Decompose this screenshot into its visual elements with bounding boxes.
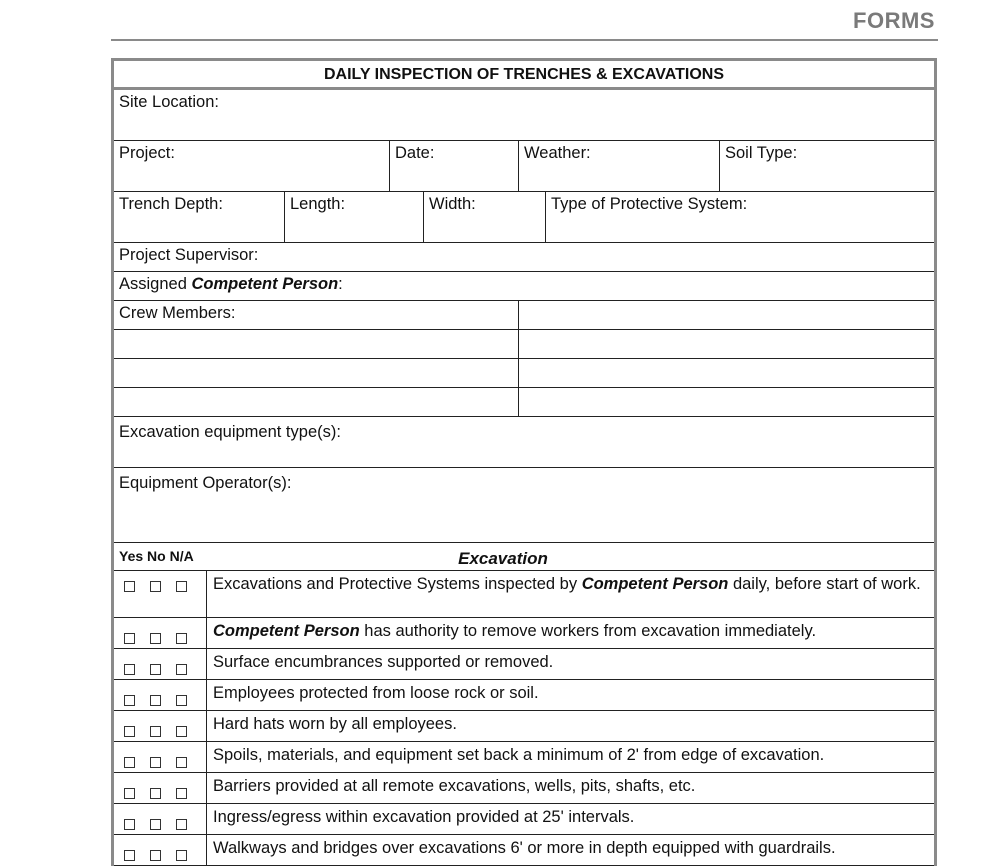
no-checkbox[interactable] <box>150 664 161 675</box>
crew-row-2 <box>114 330 934 359</box>
checkbox-group <box>114 742 207 772</box>
checklist-row <box>114 618 934 649</box>
item-text: Ingress/egress within excavation provided at 25' intervals. <box>213 808 635 826</box>
crew-member-cell[interactable] <box>519 359 934 387</box>
crew-member-cell[interactable] <box>114 330 519 358</box>
item-text: Walkways and bridges over excavations 6' or more in depth equipped with guardrails. <box>213 839 836 857</box>
na-checkbox[interactable] <box>176 695 187 706</box>
checklist-item-text <box>207 618 934 648</box>
checklist-row <box>114 571 934 618</box>
checklist-row <box>114 835 934 866</box>
item-text: Surface encumbrances supported or removed. <box>213 653 554 671</box>
checklist-row <box>114 680 934 711</box>
checklist-header <box>114 543 934 571</box>
na-checkbox[interactable] <box>176 581 187 592</box>
yes-checkbox[interactable] <box>124 819 135 830</box>
checklist-row <box>114 773 934 804</box>
checklist-row <box>114 742 934 773</box>
equipment-type-field[interactable]: Excavation equipment type(s): <box>119 423 341 441</box>
checklist-item-text <box>207 835 934 865</box>
item-text: Employees protected from loose rock or soil. <box>213 684 539 702</box>
checkbox-group <box>114 835 207 865</box>
item-emphasis: Competent Person <box>213 622 360 640</box>
crew-row-1 <box>114 301 934 330</box>
no-checkbox[interactable] <box>150 819 161 830</box>
no-checkbox[interactable] <box>150 581 161 592</box>
competent-person-row <box>114 272 934 301</box>
item-text: daily, before start of work. <box>728 575 921 593</box>
competent-person-field[interactable] <box>114 272 934 300</box>
yes-checkbox[interactable] <box>124 726 135 737</box>
weather-field[interactable]: Weather: <box>519 141 720 191</box>
item-text: Spoils, materials, and equipment set back a minimum of 2' from edge of excavation. <box>213 746 825 764</box>
inspection-form <box>111 58 937 866</box>
yes-checkbox[interactable] <box>124 850 135 861</box>
na-checkbox[interactable] <box>176 726 187 737</box>
trench-depth-field[interactable]: Trench Depth: <box>114 192 285 242</box>
no-checkbox[interactable] <box>150 633 161 644</box>
yes-checkbox[interactable] <box>124 633 135 644</box>
checklist-item-text <box>207 804 934 834</box>
no-checkbox[interactable] <box>150 788 161 799</box>
soil-type-field[interactable]: Soil Type: <box>725 144 798 162</box>
no-checkbox[interactable] <box>150 757 161 768</box>
checkbox-group <box>114 618 207 648</box>
crew-member-cell[interactable] <box>519 388 934 416</box>
section-title: Excavation <box>458 549 548 568</box>
section-label: FORMS <box>853 8 935 33</box>
checkbox-group <box>114 649 207 679</box>
checklist-item-text <box>207 571 934 617</box>
crew-member-cell[interactable] <box>519 301 934 329</box>
na-checkbox[interactable] <box>176 850 187 861</box>
no-checkbox[interactable] <box>150 695 161 706</box>
site-location-row <box>114 90 934 141</box>
header-divider <box>111 39 938 41</box>
project-row <box>114 141 934 192</box>
checklist-item-text <box>207 680 934 710</box>
na-checkbox[interactable] <box>176 788 187 799</box>
na-checkbox[interactable] <box>176 757 187 768</box>
no-checkbox[interactable] <box>150 726 161 737</box>
competent-person-emphasis: Competent Person <box>191 275 339 293</box>
project-field[interactable]: Project: <box>114 141 390 191</box>
date-field[interactable]: Date: <box>390 141 519 191</box>
protective-system-field[interactable]: Type of Protective System: <box>551 195 748 213</box>
yes-checkbox[interactable] <box>124 581 135 592</box>
equipment-operator-row <box>114 468 934 543</box>
assigned-label: Assigned <box>119 275 192 293</box>
crew-member-cell[interactable] <box>114 388 519 416</box>
yes-checkbox[interactable] <box>124 757 135 768</box>
checklist-items <box>114 571 934 866</box>
item-text: Barriers provided at all remote excavations, wells, pits, shafts, etc. <box>213 777 696 795</box>
checkbox-group <box>114 804 207 834</box>
item-text: Hard hats worn by all employees. <box>213 715 457 733</box>
crew-members-field[interactable]: Crew Members: <box>114 301 519 329</box>
na-checkbox[interactable] <box>176 633 187 644</box>
supervisor-row <box>114 243 934 272</box>
width-field[interactable]: Width: <box>424 192 546 242</box>
checkbox-group <box>114 680 207 710</box>
crew-row-4 <box>114 388 934 417</box>
colon: : <box>338 275 343 293</box>
checkbox-group <box>114 773 207 803</box>
yes-checkbox[interactable] <box>124 695 135 706</box>
na-checkbox[interactable] <box>176 819 187 830</box>
checkbox-group <box>114 571 207 617</box>
yes-checkbox[interactable] <box>124 788 135 799</box>
checklist-row <box>114 649 934 680</box>
yes-no-na-header: Yes No N/A <box>119 548 194 564</box>
equipment-operator-field[interactable]: Equipment Operator(s): <box>119 474 292 492</box>
crew-member-cell[interactable] <box>114 359 519 387</box>
checklist-item-text <box>207 649 934 679</box>
checklist-row <box>114 711 934 742</box>
no-checkbox[interactable] <box>150 850 161 861</box>
project-supervisor-field[interactable]: Project Supervisor: <box>119 246 259 264</box>
checkbox-group <box>114 711 207 741</box>
item-text: has authority to remove workers from excavation immediately. <box>359 622 817 640</box>
crew-row-3 <box>114 359 934 388</box>
checklist-item-text <box>207 773 934 803</box>
length-field[interactable]: Length: <box>285 192 424 242</box>
checklist-item-text <box>207 711 934 741</box>
form-title: DAILY INSPECTION OF TRENCHES & EXCAVATIONS <box>323 66 725 83</box>
trench-dimensions-row <box>114 192 934 243</box>
item-text: Excavations and Protective Systems inspected by <box>213 575 582 593</box>
yes-checkbox[interactable] <box>124 664 135 675</box>
site-location-field[interactable]: Site Location: <box>119 93 219 111</box>
item-emphasis: Competent Person <box>581 575 729 593</box>
equipment-type-row <box>114 417 934 468</box>
checklist-item-text <box>207 742 934 772</box>
crew-member-cell[interactable] <box>519 330 934 358</box>
na-checkbox[interactable] <box>176 664 187 675</box>
form-title-row <box>114 61 934 90</box>
checklist-row <box>114 804 934 835</box>
